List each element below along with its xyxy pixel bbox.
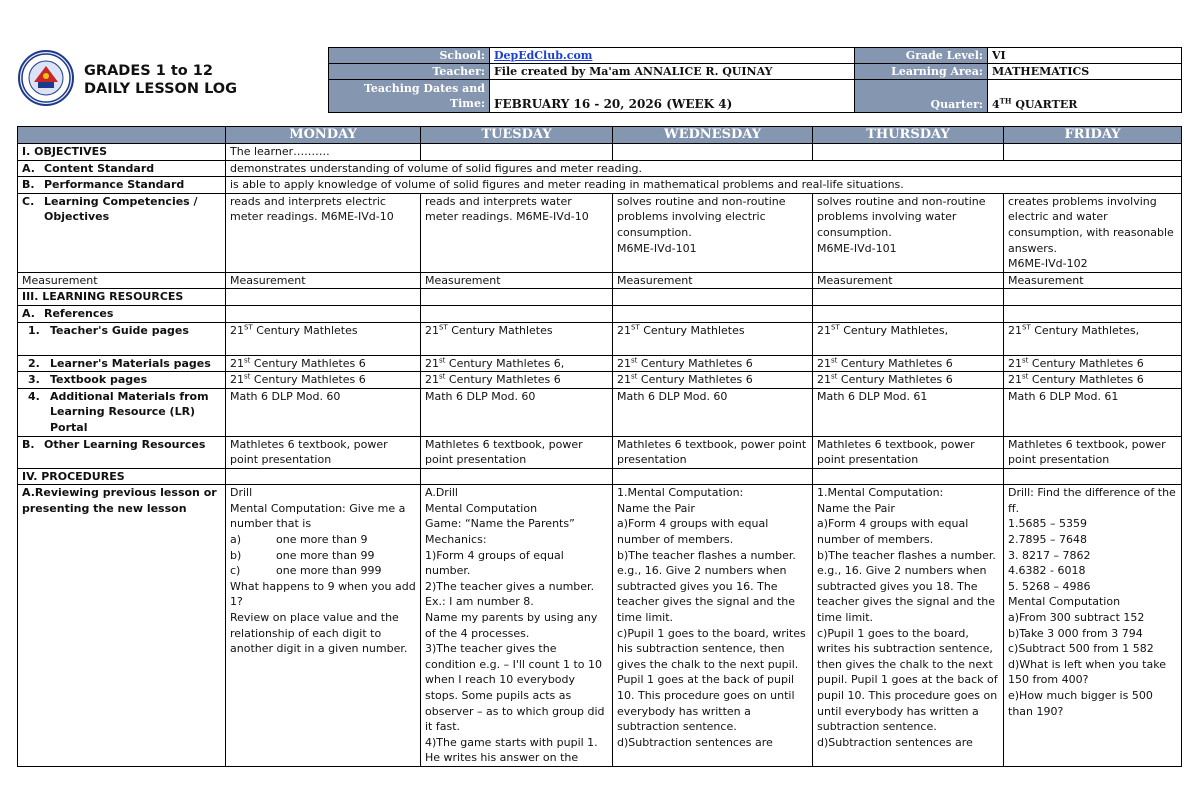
corner-cell: [18, 127, 226, 144]
day-wednesday: WEDNESDAY: [613, 127, 813, 144]
day-friday: FRIDAY: [1004, 127, 1182, 144]
resources-label: III. LEARNING RESOURCES: [18, 289, 226, 306]
day-monday: MONDAY: [226, 127, 421, 144]
day-thursday: THURSDAY: [813, 127, 1004, 144]
am-tuesday: Math 6 DLP Mod. 60: [421, 388, 613, 436]
lm-thursday: [813, 355, 1004, 372]
tg-monday: [226, 322, 421, 355]
resources-row: [18, 289, 1182, 306]
procedure-line: What happens to 9 when you add 1?: [230, 579, 416, 609]
learners-materials-row: [18, 355, 1182, 372]
dates-value: FEBRUARY 16 - 20, 2026 (WEEK 4): [490, 80, 855, 113]
procedure-line: 4.6382 - 6018: [1008, 564, 1086, 578]
ordinal-num: 21: [817, 356, 831, 370]
item-text: one more than 99: [276, 548, 375, 562]
other-resources-label: [18, 436, 226, 468]
tb-monday: [226, 372, 421, 389]
lm-text: Century Mathletes 6,: [448, 356, 565, 370]
table-cell: [1004, 144, 1182, 161]
row-label: Other Learning Resources: [44, 437, 206, 451]
table-cell: [421, 305, 613, 322]
row-letter: B.: [22, 437, 35, 451]
textbook-label: [18, 372, 226, 389]
ordinal-num: 21: [617, 356, 631, 370]
tg-tuesday: [421, 322, 613, 355]
table-cell: [1004, 289, 1182, 306]
item-marker: c): [230, 564, 241, 578]
procedure-line: 1.Mental Computation:: [617, 486, 744, 500]
procedure-line: Name the Pair: [817, 501, 895, 515]
procedure-line: [230, 532, 416, 548]
textbook-row: [18, 372, 1182, 389]
procedure-wednesday: [613, 485, 813, 767]
procedure-list: [617, 485, 808, 750]
tb-text: Century Mathletes 6: [840, 373, 953, 387]
procedure-line: Review on place value and the relationship of each digit to another digit in a given number.: [230, 611, 408, 656]
row-label-2: Learning Resource (LR) Portal: [50, 405, 196, 434]
ordinal-sup: ST: [1022, 322, 1031, 331]
tg-friday: [1004, 322, 1182, 355]
competency-friday: [1004, 193, 1182, 272]
teachers-guide-row: [18, 322, 1182, 355]
learner-text: The learner……….: [226, 144, 421, 161]
procedure-line: Mechanics:: [425, 533, 487, 547]
ordinal-num: 21: [1008, 373, 1022, 387]
table-cell: [613, 305, 813, 322]
ordinal-sup: st: [631, 372, 638, 381]
procedure-tuesday: [421, 485, 613, 767]
other-resources-row: [18, 436, 1182, 468]
content-wednesday: Measurement: [613, 272, 813, 289]
quarter-num: 4: [992, 98, 1000, 111]
ordinal-sup: ST: [831, 322, 840, 331]
row-label: Teacher's Guide pages: [50, 323, 189, 337]
procedure-list: [425, 485, 608, 766]
procedure-line: a)Form 4 groups with equal number of members.: [817, 517, 969, 547]
procedure-line: 4)The game starts with pupil 1. He writes his answer on the: [425, 735, 598, 765]
procedure-line: 2.7895 – 7648: [1008, 533, 1087, 547]
ordinal-sup: ST: [631, 322, 640, 331]
procedure-line: Ex.: I am number 8.: [425, 595, 534, 609]
table-cell: [813, 289, 1004, 306]
tb-text: Century Mathletes 6: [448, 373, 561, 387]
ordinal-sup: st: [1022, 372, 1029, 381]
lm-text: Century Mathletes 6: [840, 356, 953, 370]
competency-tuesday: [421, 193, 613, 272]
quarter-sup: TH: [999, 96, 1012, 106]
lm-monday: [226, 355, 421, 372]
tg-text: Century Mathletes: [643, 323, 745, 337]
tg-thursday: [813, 322, 1004, 355]
teacher-label: Teacher:: [329, 64, 490, 80]
other-tuesday: Mathletes 6 textbook, power point presentation: [421, 436, 613, 468]
ordinal-num: 21: [230, 356, 244, 370]
procedure-line: 3. 8217 – 7862: [1008, 548, 1091, 562]
content-tuesday: Measurement: [421, 272, 613, 289]
table-cell: [613, 289, 813, 306]
performance-standard-label: [18, 177, 226, 194]
additional-materials-label: [18, 388, 226, 436]
competency-text: creates problems involving electric and water consumption, with reasonable answers.: [1008, 194, 1174, 255]
procedure-list: [230, 485, 416, 657]
competency-text: reads and interprets electric meter readings. M6ME-IVd-10: [230, 194, 394, 224]
table-cell: [226, 305, 421, 322]
item-marker: b): [230, 548, 242, 562]
am-friday: Math 6 DLP Mod. 61: [1004, 388, 1182, 436]
ordinal-sup: ST: [439, 322, 448, 331]
ordinal-sup: st: [439, 355, 446, 364]
references-row: [18, 305, 1182, 322]
procedure-line: c)Pupil 1 goes to the board, writes his subtraction sentence, then gives the chalk to the next pupil. Pupil 1 goes at the back of pupil 10. This procedure goes on until everybody has written a subtraction sentence.: [617, 626, 806, 734]
procedures-row: [18, 468, 1182, 485]
school-label: School:: [329, 48, 490, 64]
other-wednesday: Mathletes 6 textbook, power point presentation: [613, 436, 813, 468]
am-monday: Math 6 DLP Mod. 60: [226, 388, 421, 436]
lm-text: Century Mathletes 6: [640, 356, 753, 370]
row-letter: C.: [22, 194, 35, 208]
procedure-line: 1.5685 – 5359: [1008, 517, 1087, 531]
ordinal-num: 21: [617, 373, 631, 387]
teachers-guide-label: [18, 322, 226, 355]
procedure-line: d)What is left when you take 150 from 400?: [1008, 657, 1166, 687]
procedure-list: [1008, 485, 1177, 719]
competency-monday: [226, 193, 421, 272]
tg-wednesday: [613, 322, 813, 355]
dates-label-line1: Teaching Dates and: [363, 82, 485, 95]
lm-tuesday: [421, 355, 613, 372]
competency-code: M6ME-IVd-101: [817, 241, 897, 255]
row-label: Additional Materials from: [50, 389, 209, 403]
ordinal-num: 21: [230, 373, 244, 387]
ordinal-sup: st: [439, 372, 446, 381]
procedure-line: 5. 5268 – 4986: [1008, 579, 1091, 593]
lesson-log-table: [17, 126, 1182, 767]
procedure-line: [230, 548, 416, 564]
learners-materials-label: [18, 355, 226, 372]
teacher-value: File created by Ma'am ANNALICE R. QUINAY: [490, 64, 855, 80]
procedure-line: c)Subtract 500 from 1 582: [1008, 642, 1154, 656]
procedure-line: Drill: [230, 486, 253, 500]
area-label: Learning Area:: [855, 64, 988, 80]
procedure-line: Name my parents by using any of the 4 processes.: [425, 611, 598, 640]
day-header-row: [18, 127, 1182, 144]
lm-wednesday: [613, 355, 813, 372]
tb-text: Century Mathletes 6: [640, 373, 753, 387]
procedure-line: Drill: Find the difference of the ff.: [1008, 486, 1176, 515]
tb-tuesday: [421, 372, 613, 389]
tg-text: Century Mathletes: [256, 323, 358, 337]
table-cell: [1004, 468, 1182, 485]
competency-code: M6ME-IVd-102: [1008, 257, 1088, 271]
procedure-line: c)Pupil 1 goes to the board, writes his subtraction sentence, then gives the chalk to the next pupil. Pupil 1 goes at the back of pupil 10. This procedure goes on until everybody has written a subtraction sentence.: [817, 626, 998, 734]
area-value: MATHEMATICS: [988, 64, 1182, 80]
procedure-line: 1.Mental Computation:: [817, 486, 944, 500]
competency-thursday: [813, 193, 1004, 272]
content-row: [18, 272, 1182, 289]
dates-label-line2: Time:: [449, 97, 485, 110]
row-label: Textbook pages: [50, 373, 148, 387]
ordinal-num: 21: [1008, 323, 1022, 337]
ordinal-num: 21: [817, 323, 831, 337]
table-cell: [421, 468, 613, 485]
procedure-line: 1)Form 4 groups of equal number.: [425, 548, 564, 578]
tb-friday: [1004, 372, 1182, 389]
ordinal-num: 21: [230, 323, 244, 337]
procedures-label: IV. PROCEDURES: [18, 468, 226, 485]
objectives-row: [18, 144, 1182, 161]
procedure-thursday: [813, 485, 1004, 767]
row-letter: A.: [22, 306, 35, 320]
title-line-2: DAILY LESSON LOG: [84, 81, 238, 97]
tg-text: Century Mathletes,: [1034, 323, 1140, 337]
ordinal-num: 21: [617, 323, 631, 337]
school-link[interactable]: DepEdClub.com: [494, 49, 593, 62]
table-cell: [613, 144, 813, 161]
competency-text: reads and interprets water meter readings. M6ME-IVd-10: [425, 194, 589, 224]
review-row: [18, 485, 1182, 767]
ordinal-sup: st: [831, 372, 838, 381]
procedure-list: [817, 485, 999, 750]
item-text: one more than 999: [276, 564, 382, 578]
row-number: 3.: [28, 373, 40, 387]
ordinal-sup: st: [244, 372, 251, 381]
ordinal-sup: st: [831, 355, 838, 364]
additional-materials-row: [18, 388, 1182, 436]
grade-value: VI: [988, 48, 1182, 64]
row-label: References: [44, 306, 114, 320]
review-label: A.Reviewing previous lesson or presenting the new lesson: [18, 485, 226, 767]
dates-label: [329, 80, 490, 113]
row-number: 4.: [28, 389, 40, 403]
ordinal-num: 21: [817, 373, 831, 387]
procedure-line: Mental Computation: [425, 501, 538, 515]
ordinal-num: 21: [1008, 356, 1022, 370]
tb-text: Century Mathletes 6: [1031, 373, 1144, 387]
row-number: 2.: [28, 356, 40, 370]
competencies-label: [18, 193, 226, 272]
row-number: 1.: [28, 323, 40, 337]
page-title: [84, 62, 237, 98]
row-letter: A.: [22, 161, 35, 175]
quarter-value: [988, 80, 1182, 113]
content-standard-row: [18, 160, 1182, 177]
procedure-monday: [226, 485, 421, 767]
row-letter: B.: [22, 178, 35, 192]
procedure-line: d)Subtraction sentences are: [817, 735, 973, 749]
lm-text: Century Mathletes 6: [1031, 356, 1144, 370]
quarter-label: Quarter:: [855, 80, 988, 113]
ordinal-num: 21: [425, 373, 439, 387]
content-label: Measurement: [18, 272, 226, 289]
table-cell: [226, 289, 421, 306]
other-friday: Mathletes 6 textbook, power point presentation: [1004, 436, 1182, 468]
procedure-line: Mental Computation: Give me a number that is: [230, 501, 406, 531]
tg-text: Century Mathletes,: [843, 323, 949, 337]
content-monday: Measurement: [226, 272, 421, 289]
competencies-row: [18, 193, 1182, 272]
references-label: [18, 305, 226, 322]
procedure-line: e)How much bigger is 500 than 190?: [1008, 689, 1153, 718]
procedure-line: 2)The teacher gives a number.: [425, 579, 595, 593]
competency-code: M6ME-IVd-101: [617, 241, 697, 255]
row-label: Learning Competencies /: [44, 194, 198, 208]
procedure-line: b)Take 3 000 from 3 794: [1008, 626, 1143, 640]
table-cell: [1004, 305, 1182, 322]
procedure-line: A.Drill: [425, 486, 458, 500]
table-cell: [813, 144, 1004, 161]
am-wednesday: Math 6 DLP Mod. 60: [613, 388, 813, 436]
day-tuesday: TUESDAY: [421, 127, 613, 144]
content-standard-label: [18, 160, 226, 177]
table-cell: [813, 468, 1004, 485]
competency-wednesday: [613, 193, 813, 272]
procedure-line: Mental Computation: [1008, 595, 1121, 609]
procedure-line: Name the Pair: [617, 501, 695, 515]
competency-text: solves routine and non-routine problems involving electric consumption.: [617, 194, 786, 239]
ordinal-sup: st: [1022, 355, 1029, 364]
ordinal-num: 21: [425, 356, 439, 370]
procedure-line: 3)The teacher gives the condition e.g. – I'll count 1 to 10 when I reach 10 everybody stops. Some pupils acts as observer – as to which group did it fast.: [425, 642, 605, 734]
grade-label: Grade Level:: [855, 48, 988, 64]
content-standard-text: demonstrates understanding of volume of solid figures and meter reading.: [226, 160, 1182, 177]
table-cell: [226, 468, 421, 485]
quarter-text: QUARTER: [1011, 98, 1078, 111]
header-info-table: [328, 47, 1182, 113]
procedure-line: a)From 300 subtract 152: [1008, 611, 1145, 625]
row-label: Learner's Materials pages: [50, 356, 211, 370]
deped-seal-icon: [18, 50, 74, 106]
row-label-2: Objectives: [44, 210, 110, 224]
other-monday: Mathletes 6 textbook, power point presentation: [226, 436, 421, 468]
tb-text: Century Mathletes 6: [253, 373, 366, 387]
tg-text: Century Mathletes: [451, 323, 553, 337]
lm-friday: [1004, 355, 1182, 372]
content-thursday: Measurement: [813, 272, 1004, 289]
procedure-line: a)Form 4 groups with equal number of members.: [617, 517, 769, 547]
table-cell: [421, 289, 613, 306]
ordinal-sup: st: [631, 355, 638, 364]
objectives-label: I. OBJECTIVES: [18, 144, 226, 161]
table-cell: [421, 144, 613, 161]
procedure-line: [230, 563, 416, 579]
school-value[interactable]: [490, 48, 855, 64]
lm-text: Century Mathletes 6: [253, 356, 366, 370]
content-friday: Measurement: [1004, 272, 1182, 289]
procedure-line: b)The teacher flashes a number. e.g., 16. Give 2 numbers when subtracted gives you 18. The teacher gives the signal and the time limit.: [817, 548, 996, 625]
ordinal-sup: ST: [244, 322, 253, 331]
competency-text: solves routine and non-routine problems involving water consumption.: [817, 194, 986, 239]
performance-standard-row: [18, 177, 1182, 194]
row-label: Content Standard: [44, 161, 155, 175]
procedure-line: d)Subtraction sentences are: [617, 735, 773, 749]
item-marker: a): [230, 533, 242, 547]
table-cell: [813, 305, 1004, 322]
tb-thursday: [813, 372, 1004, 389]
procedure-friday: [1004, 485, 1182, 767]
am-thursday: Math 6 DLP Mod. 61: [813, 388, 1004, 436]
other-thursday: Mathletes 6 textbook, power point presentation: [813, 436, 1004, 468]
performance-standard-text: is able to apply knowledge of volume of solid figures and meter reading in mathematical problems and real-life situations.: [226, 177, 1182, 194]
item-text: one more than 9: [276, 533, 368, 547]
title-line-1: GRADES 1 to 12: [84, 63, 213, 79]
row-label: Performance Standard: [44, 178, 185, 192]
procedure-line: b)The teacher flashes a number. e.g., 16. Give 2 numbers when subtracted gives you 16. The teacher gives the signal and the time limit.: [617, 548, 796, 625]
tb-wednesday: [613, 372, 813, 389]
procedure-line: Game: “Name the Parents”: [425, 517, 575, 531]
ordinal-num: 21: [425, 323, 439, 337]
table-cell: [613, 468, 813, 485]
ordinal-sup: st: [244, 355, 251, 364]
